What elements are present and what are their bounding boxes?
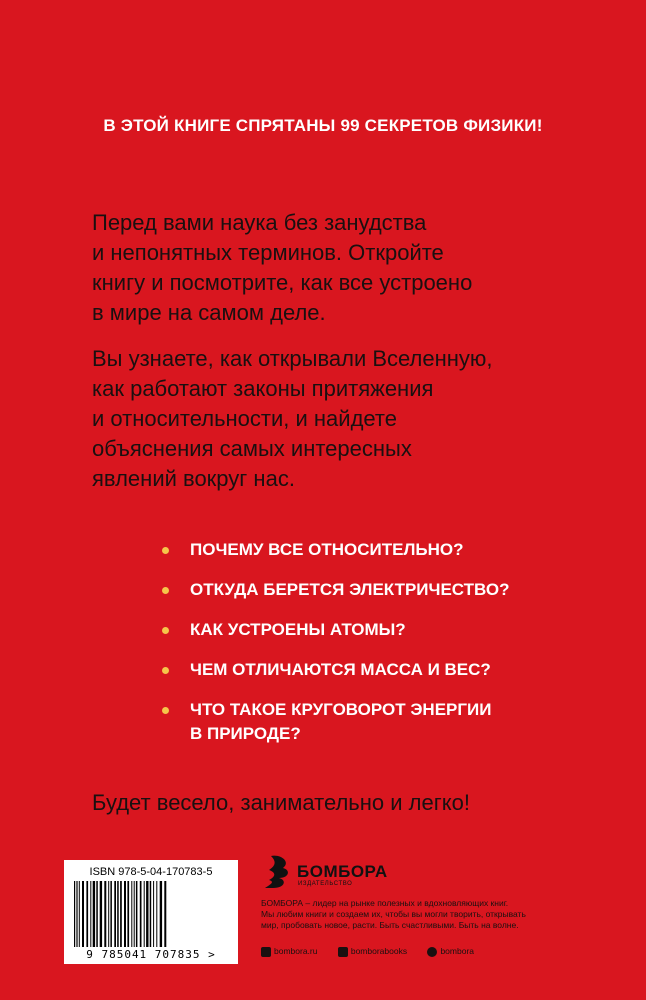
barcode-bar <box>114 881 116 947</box>
barcode-bar <box>76 881 77 947</box>
barcode-bar <box>120 881 122 947</box>
blurb-line: БОМБОРА – лидер на рынке полезных и вдохновляющих книг. <box>261 898 509 908</box>
barcode-bar <box>134 881 135 947</box>
details-line: как работают законы притяжения <box>92 376 434 401</box>
barcode-bar <box>164 881 166 947</box>
barcode-bar <box>108 881 109 947</box>
publisher-blurb <box>261 898 601 931</box>
instagram-handle: bombora.ru <box>274 946 318 957</box>
vk-handle: bomborabooks <box>350 946 408 957</box>
publisher-logo <box>261 852 391 892</box>
closing-line: Будет весело, занимательно и легко! <box>92 790 470 815</box>
bullet-dot-icon <box>162 667 169 674</box>
intro-paragraph <box>92 208 612 328</box>
details-line: Вы узнаете, как открывали Вселенную, <box>92 346 493 371</box>
barcode-bar <box>131 881 132 947</box>
barcode-bar <box>156 881 157 947</box>
barcode-bar <box>150 881 152 947</box>
question-text: ПОЧЕМУ ВСЕ ОТНОСИТЕЛЬНО? <box>190 540 464 559</box>
barcode-bar <box>136 881 138 947</box>
question-item <box>160 618 620 642</box>
blurb-line: Мы любим книги и создаем их, чтобы вы могли творить, открывать <box>261 909 526 919</box>
publisher-subtitle: ИЗДАТЕЛЬСТВО <box>298 881 353 887</box>
barcode-bar <box>160 881 162 947</box>
headline: В ЭТОЙ КНИГЕ СПРЯТАНЫ 99 СЕКРЕТОВ ФИЗИКИ! <box>103 116 543 135</box>
vk-icon <box>338 947 348 957</box>
intro-line: в мире на самом деле. <box>92 300 326 325</box>
publisher-name: БОМБОРА <box>297 862 388 881</box>
question-text: ЧТО ТАКОЕ КРУГОВОРОТ ЭНЕРГИИ <box>190 700 492 719</box>
barcode-bar <box>104 881 106 947</box>
vk-link[interactable] <box>338 946 407 957</box>
bullet-dot-icon <box>162 547 169 554</box>
barcode-bar <box>127 881 129 947</box>
details-line: и относительности, и найдете <box>92 406 397 431</box>
barcode-bar <box>93 881 95 947</box>
question-text: ЧЕМ ОТЛИЧАЮТСЯ МАССА И ВЕС? <box>190 660 491 679</box>
question-item <box>160 698 620 746</box>
details-paragraph <box>92 344 612 494</box>
barcode-bar <box>86 881 88 947</box>
instagram-icon <box>261 947 271 957</box>
barcode-bar <box>74 881 75 947</box>
barcode-bar <box>100 881 102 947</box>
barcode-bar <box>82 881 84 947</box>
intro-line: Перед вами наука без занудства <box>92 210 427 235</box>
telegram-icon <box>427 947 437 957</box>
bullet-dot-icon <box>162 707 169 714</box>
barcode-bar <box>124 881 126 947</box>
publisher-wave-icon <box>261 852 295 892</box>
barcode-bar <box>140 881 142 947</box>
details-line: объяснения самых интересных <box>92 436 412 461</box>
barcode-bar <box>79 881 80 947</box>
barcode-panel <box>64 860 238 964</box>
barcode-number: 9 785041 707835 > <box>86 948 216 961</box>
barcode-icon <box>72 881 230 947</box>
intro-line: и непонятных терминов. Откройте <box>92 240 444 265</box>
question-item <box>160 578 620 602</box>
instagram-link[interactable] <box>261 946 317 957</box>
question-text: В ПРИРОДЕ? <box>190 724 301 743</box>
question-list <box>160 538 620 762</box>
question-item <box>160 658 620 682</box>
question-text: ОТКУДА БЕРЕТСЯ ЭЛЕКТРИЧЕСТВО? <box>190 580 510 599</box>
barcode-bar <box>96 881 98 947</box>
bullet-dot-icon <box>162 627 169 634</box>
barcode-bar <box>144 881 145 947</box>
barcode-bar <box>153 881 154 947</box>
telegram-link[interactable] <box>427 946 474 957</box>
telegram-handle: bombora <box>440 946 475 957</box>
barcode-bar <box>90 881 91 947</box>
isbn-label: ISBN 978-5-04-170783-5 <box>89 866 213 878</box>
details-line: явлений вокруг нас. <box>92 466 295 491</box>
barcode-bar <box>110 881 112 947</box>
bullet-dot-icon <box>162 587 169 594</box>
barcode-bar <box>146 881 148 947</box>
question-item <box>160 538 620 562</box>
social-links <box>261 946 492 957</box>
question-text: КАК УСТРОЕНЫ АТОМЫ? <box>190 620 406 639</box>
barcode-bar <box>117 881 119 947</box>
blurb-line: мир, пробовать новое, расти. Быть счастливыми. Быть на волне. <box>261 920 519 930</box>
intro-line: книгу и посмотрите, как все устроено <box>92 270 473 295</box>
